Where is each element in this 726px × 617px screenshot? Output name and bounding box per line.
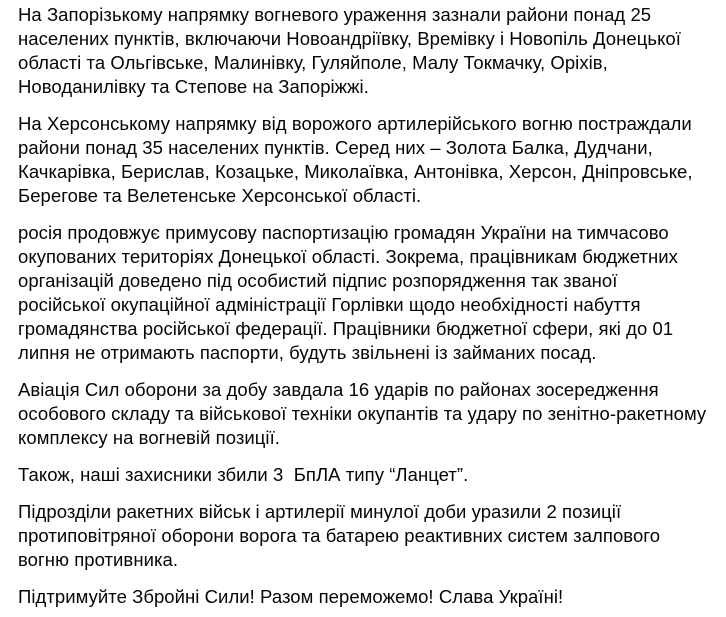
text-line: громадянства російської федерації. Працівники бюджетної сфери, які до 01 — [18, 318, 674, 339]
paragraph-kherson — [18, 112, 718, 208]
text-line: райони понад 35 населених пунктів. Серед них – Золота Балка, Дудчани, — [18, 137, 653, 158]
paragraph-gap — [18, 365, 718, 378]
text-line: населених пунктів, включаючи Новоандріївку, Времівку і Новопіль Донецької — [18, 28, 681, 49]
text-line: На Запорізькому напрямку вогневого ураження зазнали райони понад 25 — [18, 4, 652, 25]
text-line: організацій доведено під особистий підпис розпорядження так званої — [18, 270, 618, 291]
text-line: Берегове та Велетенське Херсонської області. — [18, 185, 422, 206]
text-line: російської окупаційної адміністрації Горлівки щодо необхідності набуття — [18, 294, 641, 315]
paragraph-zaporizhzhia — [18, 3, 718, 99]
text-line: Підтримуйте Збройні Сили! Разом переможемо! Слава Україні! — [18, 586, 564, 607]
text-line: Авіація Сил оборони за добу завдала 16 ударів по районах зосередження — [18, 379, 659, 400]
paragraph-uav — [18, 463, 718, 487]
paragraph-passportization — [18, 221, 718, 365]
post-body — [0, 3, 718, 609]
text-line: комплексу на вогневій позиції. — [18, 427, 280, 448]
text-line: Качкарівка, Берислав, Козацьке, Миколаївка, Антонівка, Херсон, Дніпровське, — [18, 161, 693, 182]
text-line: Новоданилівку та Степове на Запоріжжі. — [18, 76, 369, 97]
text-line: росія продовжує примусову паспортизацію громадян України на тимчасово — [18, 222, 669, 243]
paragraph-gap — [18, 208, 718, 221]
paragraph-artillery — [18, 500, 718, 572]
text-line: області та Ольгівське, Малинівку, Гуляйполе, Малу Токмачку, Оріхів, — [18, 52, 608, 73]
paragraph-gap — [18, 572, 718, 585]
paragraph-aviation — [18, 378, 718, 450]
paragraph-gap — [18, 487, 718, 500]
text-line: Також, наші захисники збили 3 БпЛА типу “Ланцет”. — [18, 464, 469, 485]
text-line: Підрозділи ракетних військ і артилерії минулої доби уразили 2 позиції — [18, 501, 622, 522]
text-line: вогню противника. — [18, 549, 179, 570]
text-line: липня не отримають паспорти, будуть звільнені із займаних посад. — [18, 342, 597, 363]
text-line: На Херсонському напрямку від ворожого артилерійського вогню постраждали — [18, 113, 692, 134]
text-line: особового складу та військової техніки окупантів та удару по зенітно-ракетному — [18, 403, 707, 424]
text-line: окупованих територіях Донецької області. Зокрема, працівникам бюджетних — [18, 246, 678, 267]
paragraph-gap — [18, 99, 718, 112]
text-line: протиповітряної оборони ворога та батарею реактивних систем залпового — [18, 525, 661, 546]
paragraph-closing — [18, 585, 718, 609]
paragraph-gap — [18, 450, 718, 463]
